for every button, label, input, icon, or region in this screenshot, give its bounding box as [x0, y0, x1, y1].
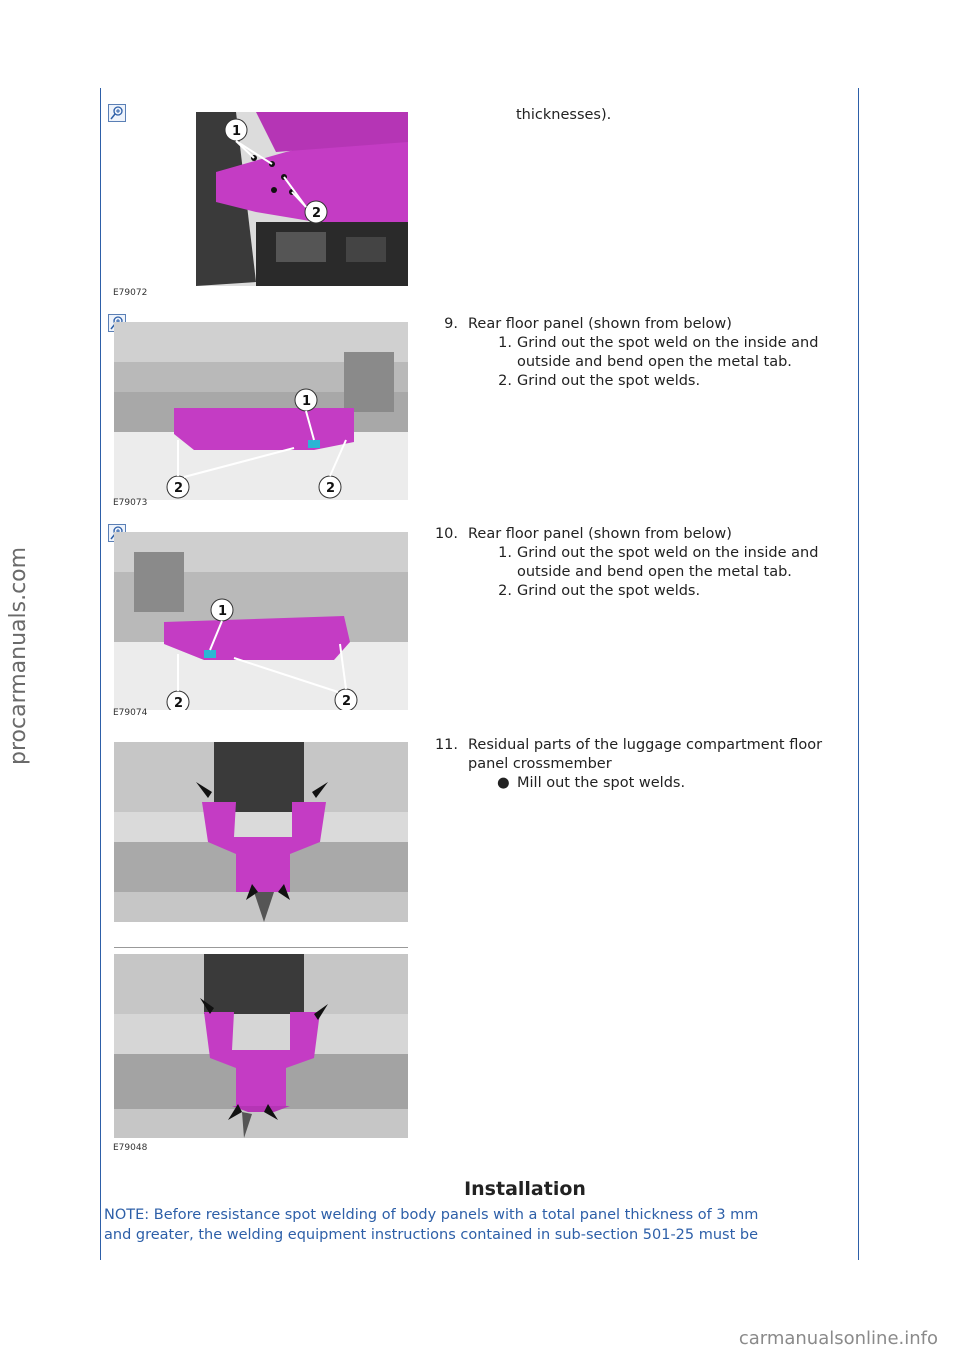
callout-2: 2 — [174, 481, 184, 496]
figure-crossmember-detail — [114, 954, 408, 1138]
callout-2: 2 — [312, 206, 322, 221]
continued-text: thicknesses). — [516, 107, 612, 123]
step-number: 11. — [434, 737, 458, 753]
figure-rear-floor-below-a — [114, 322, 408, 500]
step-title: panel crossmember — [468, 756, 612, 772]
substep-text: Grind out the spot weld on the inside and — [517, 335, 819, 351]
bullet-text: Mill out the spot welds. — [517, 775, 686, 791]
substep-text: outside and bend open the metal tab. — [517, 564, 792, 580]
callout-2: 2 — [326, 481, 336, 496]
section-title: Installation — [464, 1178, 586, 1200]
figure-rear-floor-top — [196, 112, 408, 286]
substep-number: 1. — [498, 545, 512, 561]
bullet-icon: ● — [497, 775, 510, 791]
step-title: Rear floor panel (shown from below) — [468, 316, 732, 332]
figure-rear-floor-below-b — [114, 532, 408, 710]
callout-1: 1 — [218, 604, 228, 619]
figure-crossmember-residual — [114, 742, 408, 922]
note-line: and greater, the welding equipment instructions contained in sub-section 501-25 must be — [104, 1227, 759, 1243]
figure-code: E79073 — [113, 498, 148, 508]
figure-code: E79048 — [113, 1143, 148, 1153]
footer-watermark: carmanualsonline.info — [738, 1328, 938, 1349]
callout-2: 2 — [174, 696, 184, 710]
frame-right-rule — [858, 88, 859, 1260]
substep-number: 1. — [498, 335, 512, 351]
callout-1: 1 — [302, 394, 312, 409]
callout-1: 1 — [232, 124, 242, 139]
callout-2: 2 — [342, 694, 352, 709]
note-text — [104, 1205, 844, 1245]
figure-code: E79074 — [113, 708, 148, 718]
side-watermark: procarmanuals.com — [6, 546, 31, 765]
figure-code: E79072 — [113, 288, 148, 298]
substep-number: 2. — [498, 583, 512, 599]
step-title: Residual parts of the luggage compartment floor — [468, 737, 823, 753]
step-title: Rear floor panel (shown from below) — [468, 526, 732, 542]
step-number: 9. — [444, 316, 458, 332]
substep-text: Grind out the spot welds. — [517, 583, 701, 599]
note-line: NOTE: Before resistance spot welding of body panels with a total panel thickness of 3 mm — [104, 1207, 759, 1223]
zoom-icon[interactable] — [108, 104, 126, 122]
step-number: 10. — [434, 526, 458, 542]
frame-left-rule — [100, 88, 101, 1260]
substep-text: Grind out the spot welds. — [517, 373, 701, 389]
substep-text: Grind out the spot weld on the inside and — [517, 545, 819, 561]
substep-number: 2. — [498, 373, 512, 389]
figure-separator — [114, 947, 408, 948]
substep-text: outside and bend open the metal tab. — [517, 354, 792, 370]
